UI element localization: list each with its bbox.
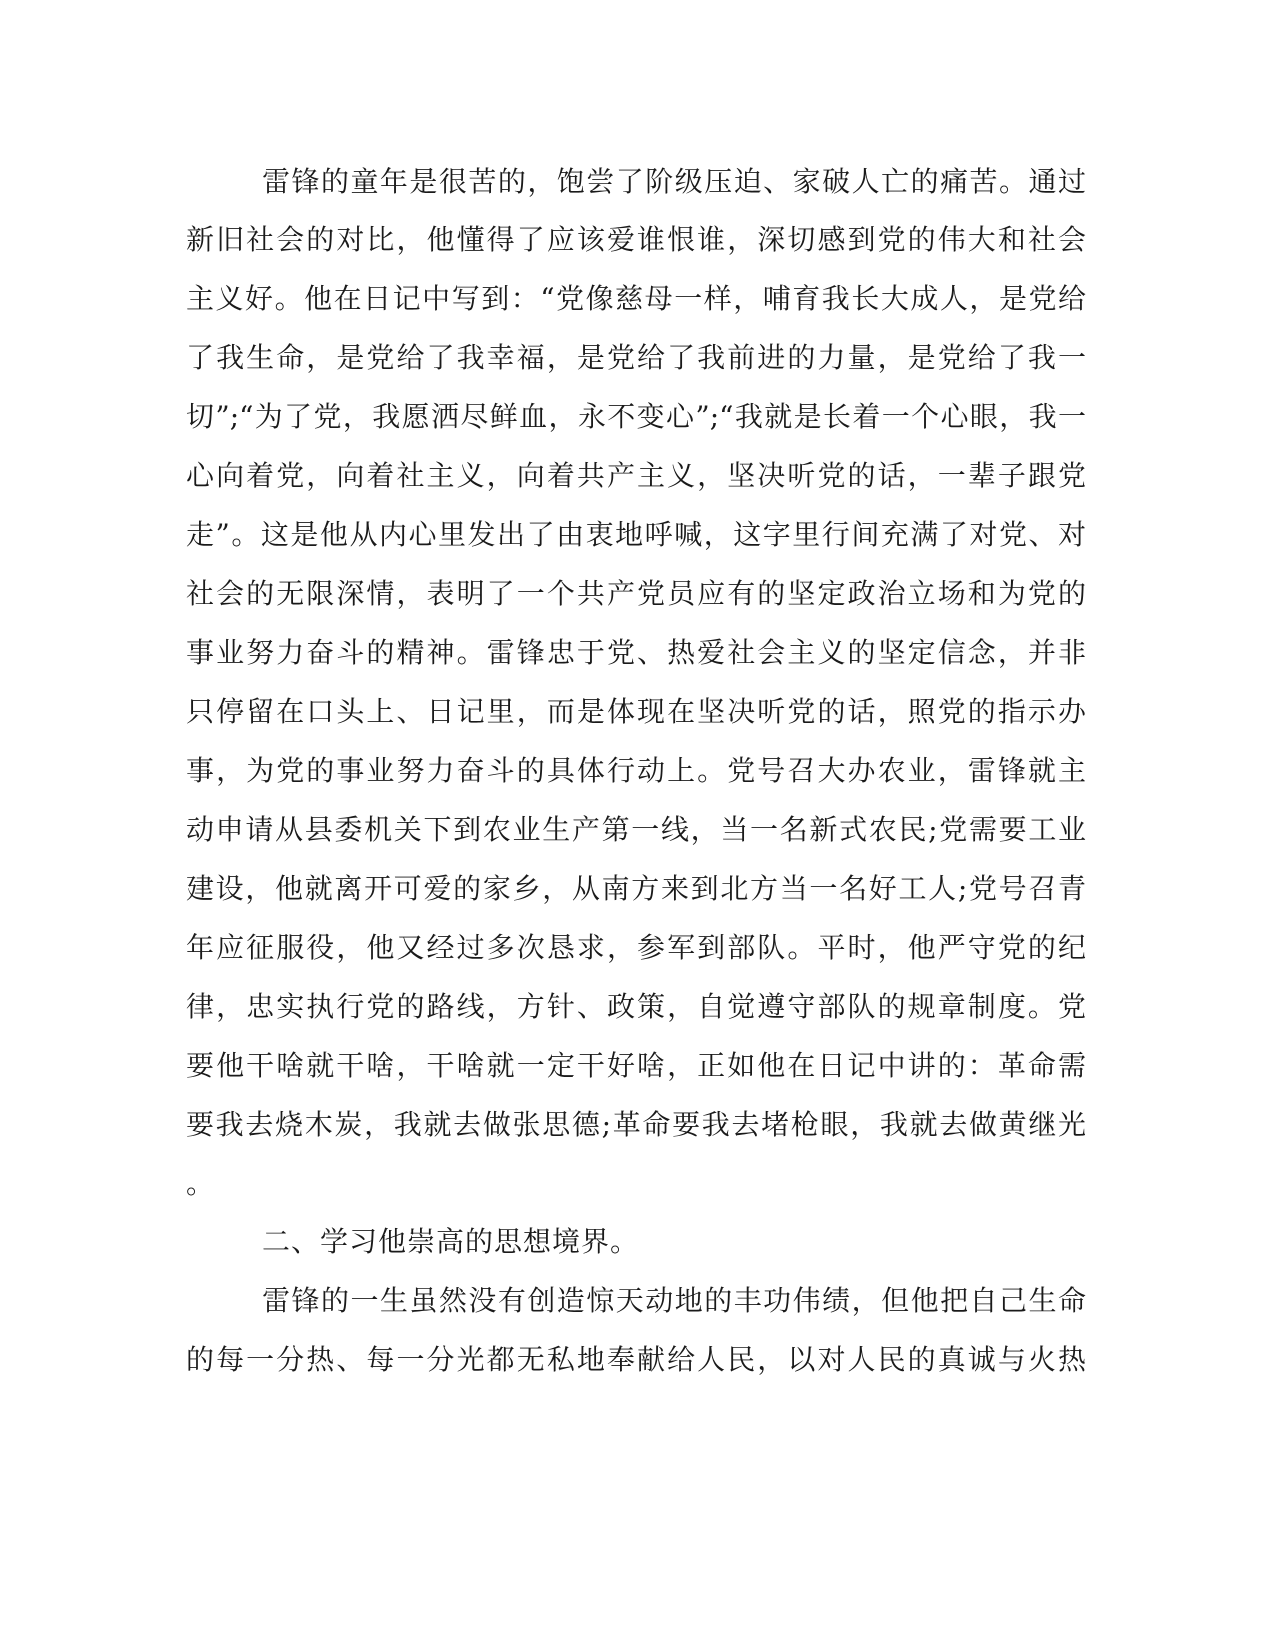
paragraph-line: 新旧社会的对比，他懂得了应该爱谁恨谁，深切感到党的伟大和社会: [186, 223, 1086, 256]
section-heading: 二、学习他崇高的思想境界。: [262, 1225, 640, 1258]
paragraph-line: 雷锋的一生虽然没有创造惊天动地的丰功伟绩，但他把自己生命: [262, 1284, 1086, 1317]
paragraph-line: 雷锋的童年是很苦的，饱尝了阶级压迫、家破人亡的痛苦。通过: [262, 165, 1086, 198]
paragraph-line: 主义好。他在日记中写到：“党像慈母一样，哺育我长大成人，是党给: [186, 282, 1086, 315]
paragraph-line: 只停留在口头上、日记里，而是体现在坚决听党的话，照党的指示办: [186, 695, 1086, 728]
paragraph-line: 律，忠实执行党的路线，方针、政策，自觉遵守部队的规章制度。党: [186, 990, 1086, 1023]
paragraph-line: 事业努力奋斗的精神。雷锋忠于党、热爱社会主义的坚定信念，并非: [186, 636, 1086, 669]
paragraph-line: 走”。这是他从内心里发出了由衷地呼喊，这字里行间充满了对党、对: [186, 518, 1086, 551]
paragraph-line: 的每一分热、每一分光都无私地奉献给人民，以对人民的真诚与火热: [186, 1343, 1086, 1376]
paragraph-line: 年应征服役，他又经过多次恳求，参军到部队。平时，他严守党的纪: [186, 931, 1086, 964]
paragraph-line: 了我生命，是党给了我幸福，是党给了我前进的力量，是党给了我一: [186, 341, 1086, 374]
paragraph-line: 要他干啥就干啥，干啥就一定干好啥，正如他在日记中讲的：革命需: [186, 1049, 1086, 1082]
paragraph-line: 心向着党，向着社主义，向着共产主义，坚决听党的话，一辈子跟党: [186, 459, 1086, 492]
paragraph-line: 建设，他就离开可爱的家乡，从南方来到北方当一名好工人;党号召青: [186, 872, 1086, 905]
paragraph-line: 社会的无限深情，表明了一个共产党员应有的坚定政治立场和为党的: [186, 577, 1086, 610]
paragraph-line: 动申请从县委机关下到农业生产第一线，当一名新式农民;党需要工业: [186, 813, 1086, 846]
paragraph-line: 切”;“为了党，我愿洒尽鲜血，永不变心”;“我就是长着一个心眼，我一: [186, 400, 1086, 433]
paragraph-line: 要我去烧木炭，我就去做张思德;革命要我去堵枪眼，我就去做黄继光: [186, 1108, 1086, 1141]
paragraph-line: 事，为党的事业努力奋斗的具体行动上。党号召大办农业，雷锋就主: [186, 754, 1086, 787]
paragraph-line: 。: [186, 1167, 215, 1200]
